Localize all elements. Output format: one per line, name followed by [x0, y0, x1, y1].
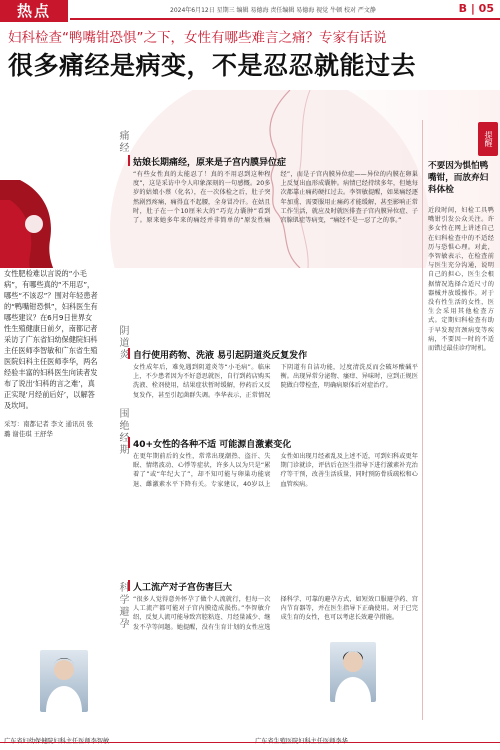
woman-silhouette-icon [0, 180, 100, 268]
doctor-portrait-right [330, 642, 376, 702]
section-3-body: 在更年期前后的女性，常常出现潮热、盗汗、失眠、情绪波动、心悸等症状，许多人以为只是“累着了”或“年纪大了”，却不知可能与卵巢功能衰退、雌激素水平下降有关。专家建议，40岁以上女性如出现月经紊乱及上述不适，可到妇科或更年期门诊就诊，评估后在医生指导下进行激素补充治疗等干预，改善生活质量，同时预防骨质疏松和心血管疾病。 [133, 453, 418, 488]
section-marker [128, 155, 130, 166]
issue-meta: 2024年6月12日 星期三 编辑 易德海 责任编辑 易德海 视觉 牛顿 校对 严文静 [170, 7, 376, 14]
section-4-title: 人工流产对子宫伤害巨大 [133, 583, 233, 593]
section-2-title: 自行使用药物、洗液 易引起阴道炎反复发作 [133, 351, 308, 361]
person-icon [40, 650, 88, 712]
reminder-tag: 提醒 [478, 122, 498, 156]
label-menopause: 围绝经期 [117, 408, 128, 456]
sidebar-title: 不要因为惧怕鸭嘴钳，而放弃妇科体检 [428, 161, 489, 195]
section-marker [128, 437, 130, 448]
label-dysmenorrhea: 痛经 [117, 130, 128, 154]
section-marker [128, 580, 130, 591]
label-vaginitis: 阴道炎 [117, 325, 128, 361]
section-1-title: 姑娘长期痛经，原来是子宫内膜异位症 [133, 158, 287, 168]
subtitle: 妇科检查“鸭嘴钳恐惧”之下，女性有哪些难言之痛？专家有话说 [8, 30, 387, 46]
header-rule [70, 18, 500, 20]
headline: 很多痛经是病变，不是忍忍就能过去 [8, 51, 417, 80]
masthead [0, 0, 500, 20]
caption-left [4, 736, 109, 745]
section-marker [128, 348, 130, 359]
person-icon [330, 642, 376, 702]
page-number: B | 05 [458, 2, 494, 15]
section-tag: 热点 [0, 0, 68, 22]
intro-column [4, 268, 99, 439]
sidebar-divider [422, 120, 423, 720]
section-2-body: 女性成年后，难免遇到阴道炎等“小毛病”。临床上，不少患者因为不好意思就医，自行到药店购买洗液、栓剂使用，结果症状暂时缓解，停药后又反复发作，甚至引起菌群失调。李华表示，正常情况下阴道有自洁功能，过度清洗反而会破坏酸碱平衡。出现异常分泌物、瘙痒、异味时，应到正规医院做白带检查，明确病原体后对症治疗。 [133, 364, 418, 399]
intro-text: 女性肥检难以言说的“小毛病”，有哪些真的“不用忍”，哪些“不该忍”？围对年轻患者的“鸭嘴钳恐惧”，妇科医生有哪些建议？在6月9日世界女性生殖健康日前夕，南都记者采访了广东省妇幼保健院妇科主任医师李智敏和广东省生殖医院妇科主任医师李华，两名经验丰富的妇科医生向读者发布了说出‘妇科的言之难’，真正实现‘月经前后好’，以解答及坎坷。 [4, 269, 98, 410]
credits: 采写：南都记者 李文 通讯员 张璐 谢佳琪 王舒华 [4, 420, 94, 438]
label-contraception: 科学避孕 [117, 582, 128, 630]
section-4-body: “很多人觉得意外怀孕了做个人流就行，但每一次人工流产都可能对子宫内膜造成损伤。”李智敏介绍，反复人流可能导致宫腔粘连、月经量减少、继发不孕等问题。她提醒，没有生育计划的女性应选择科学、可靠的避孕方式，如短效口服避孕药、宫内节育器等，并在医生指导下正确使用。对于已完成生育的女性，也可以考虑长效避孕措施。 [133, 596, 418, 631]
section-3-title: 40+女性的各种不适 可能源自激素变化 [133, 440, 292, 450]
caption-right [255, 736, 348, 745]
sidebar-body: 近段时间，妇检工具鸭嘴钳引发公众关注。许多女性在网上讲述自己在妇科检查中的不适经历与恐惧心理。对此，李智敏表示，在检查前与医生充分沟通，说明自己的担心，医生会根据情况选择合适尺寸的器械并放缓操作。对于没有性生活的女性，医生会采用其他检查方式。定期妇科检查有助于早发现宫颈病变等疾病，不要因一时的不适而错过最佳诊疗时机。 [428, 207, 494, 353]
doctor-portrait-left [40, 650, 88, 712]
section-1-body: “有些女性真的太能忍了！真的不用忍到这种程度”，这是采访中令人印象深刻的一句感慨。20多岁的姑娘小蔡（化名），在一次体检之后，肚子突然剧烈疼痛，痛得直不起腰，全身冒冷汗。在姑且时，肚子在一个10厘米大的“巧克力囊肿”看到了。原来她多年来的痛经并非简单的“原发性痛经”，而是子宫内膜异位症——异位的内膜在卵巢上反复出血形成囊肿。病情已经持续多年，但她每次都靠止痛药硬扛过去。李智敏提醒，如果痛经逐年加重、需要服用止痛药才能缓解，甚至影响正常工作生活，就应及时就医排查子宫内膜异位症、子宫腺肌症等病变，“痛经不是一忍了之的事。” [133, 171, 418, 225]
footer-rule [0, 742, 500, 743]
